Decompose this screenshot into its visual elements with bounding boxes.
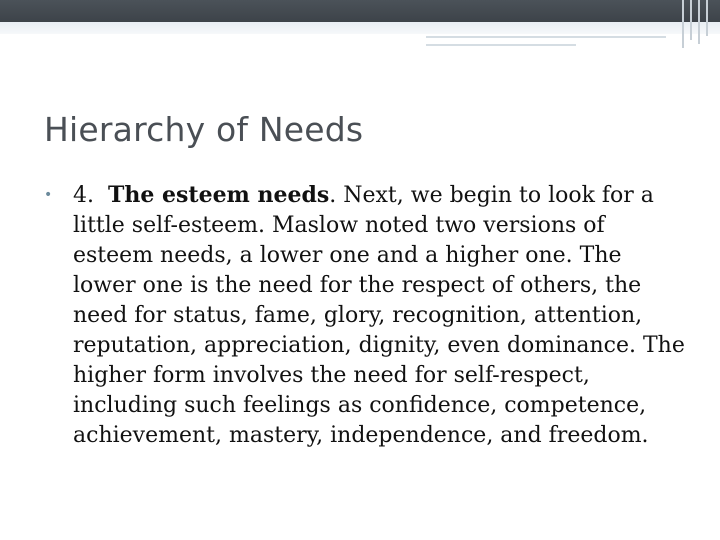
bullet-icon: • bbox=[44, 187, 53, 203]
header-accent-line bbox=[426, 44, 576, 46]
lead-phrase: The esteem needs bbox=[108, 182, 330, 208]
item-number: 4. bbox=[73, 183, 94, 208]
corner-decoration bbox=[680, 0, 720, 50]
body-text: . Next, we begin to look for a little self-esteem. Maslow noted two versions of esteem needs, a lower one and a higher one. The lower one is the need for the respect of others, the need for status, fame, glory, recognition, attention, reputation, appreciation, dignity, even dominance. The higher form involves the need for self-respect, including such feelings as confidence, competence, achievement, mastery, independence, and freedom. bbox=[73, 183, 685, 448]
slide-body bbox=[44, 180, 694, 451]
bullet-item bbox=[44, 180, 694, 451]
slide-header-bar bbox=[0, 0, 720, 22]
slide-header-stripe bbox=[0, 22, 720, 34]
bullet-text bbox=[73, 180, 688, 451]
slide-title: Hierarchy of Needs bbox=[44, 110, 364, 149]
header-accent-line bbox=[426, 36, 666, 38]
